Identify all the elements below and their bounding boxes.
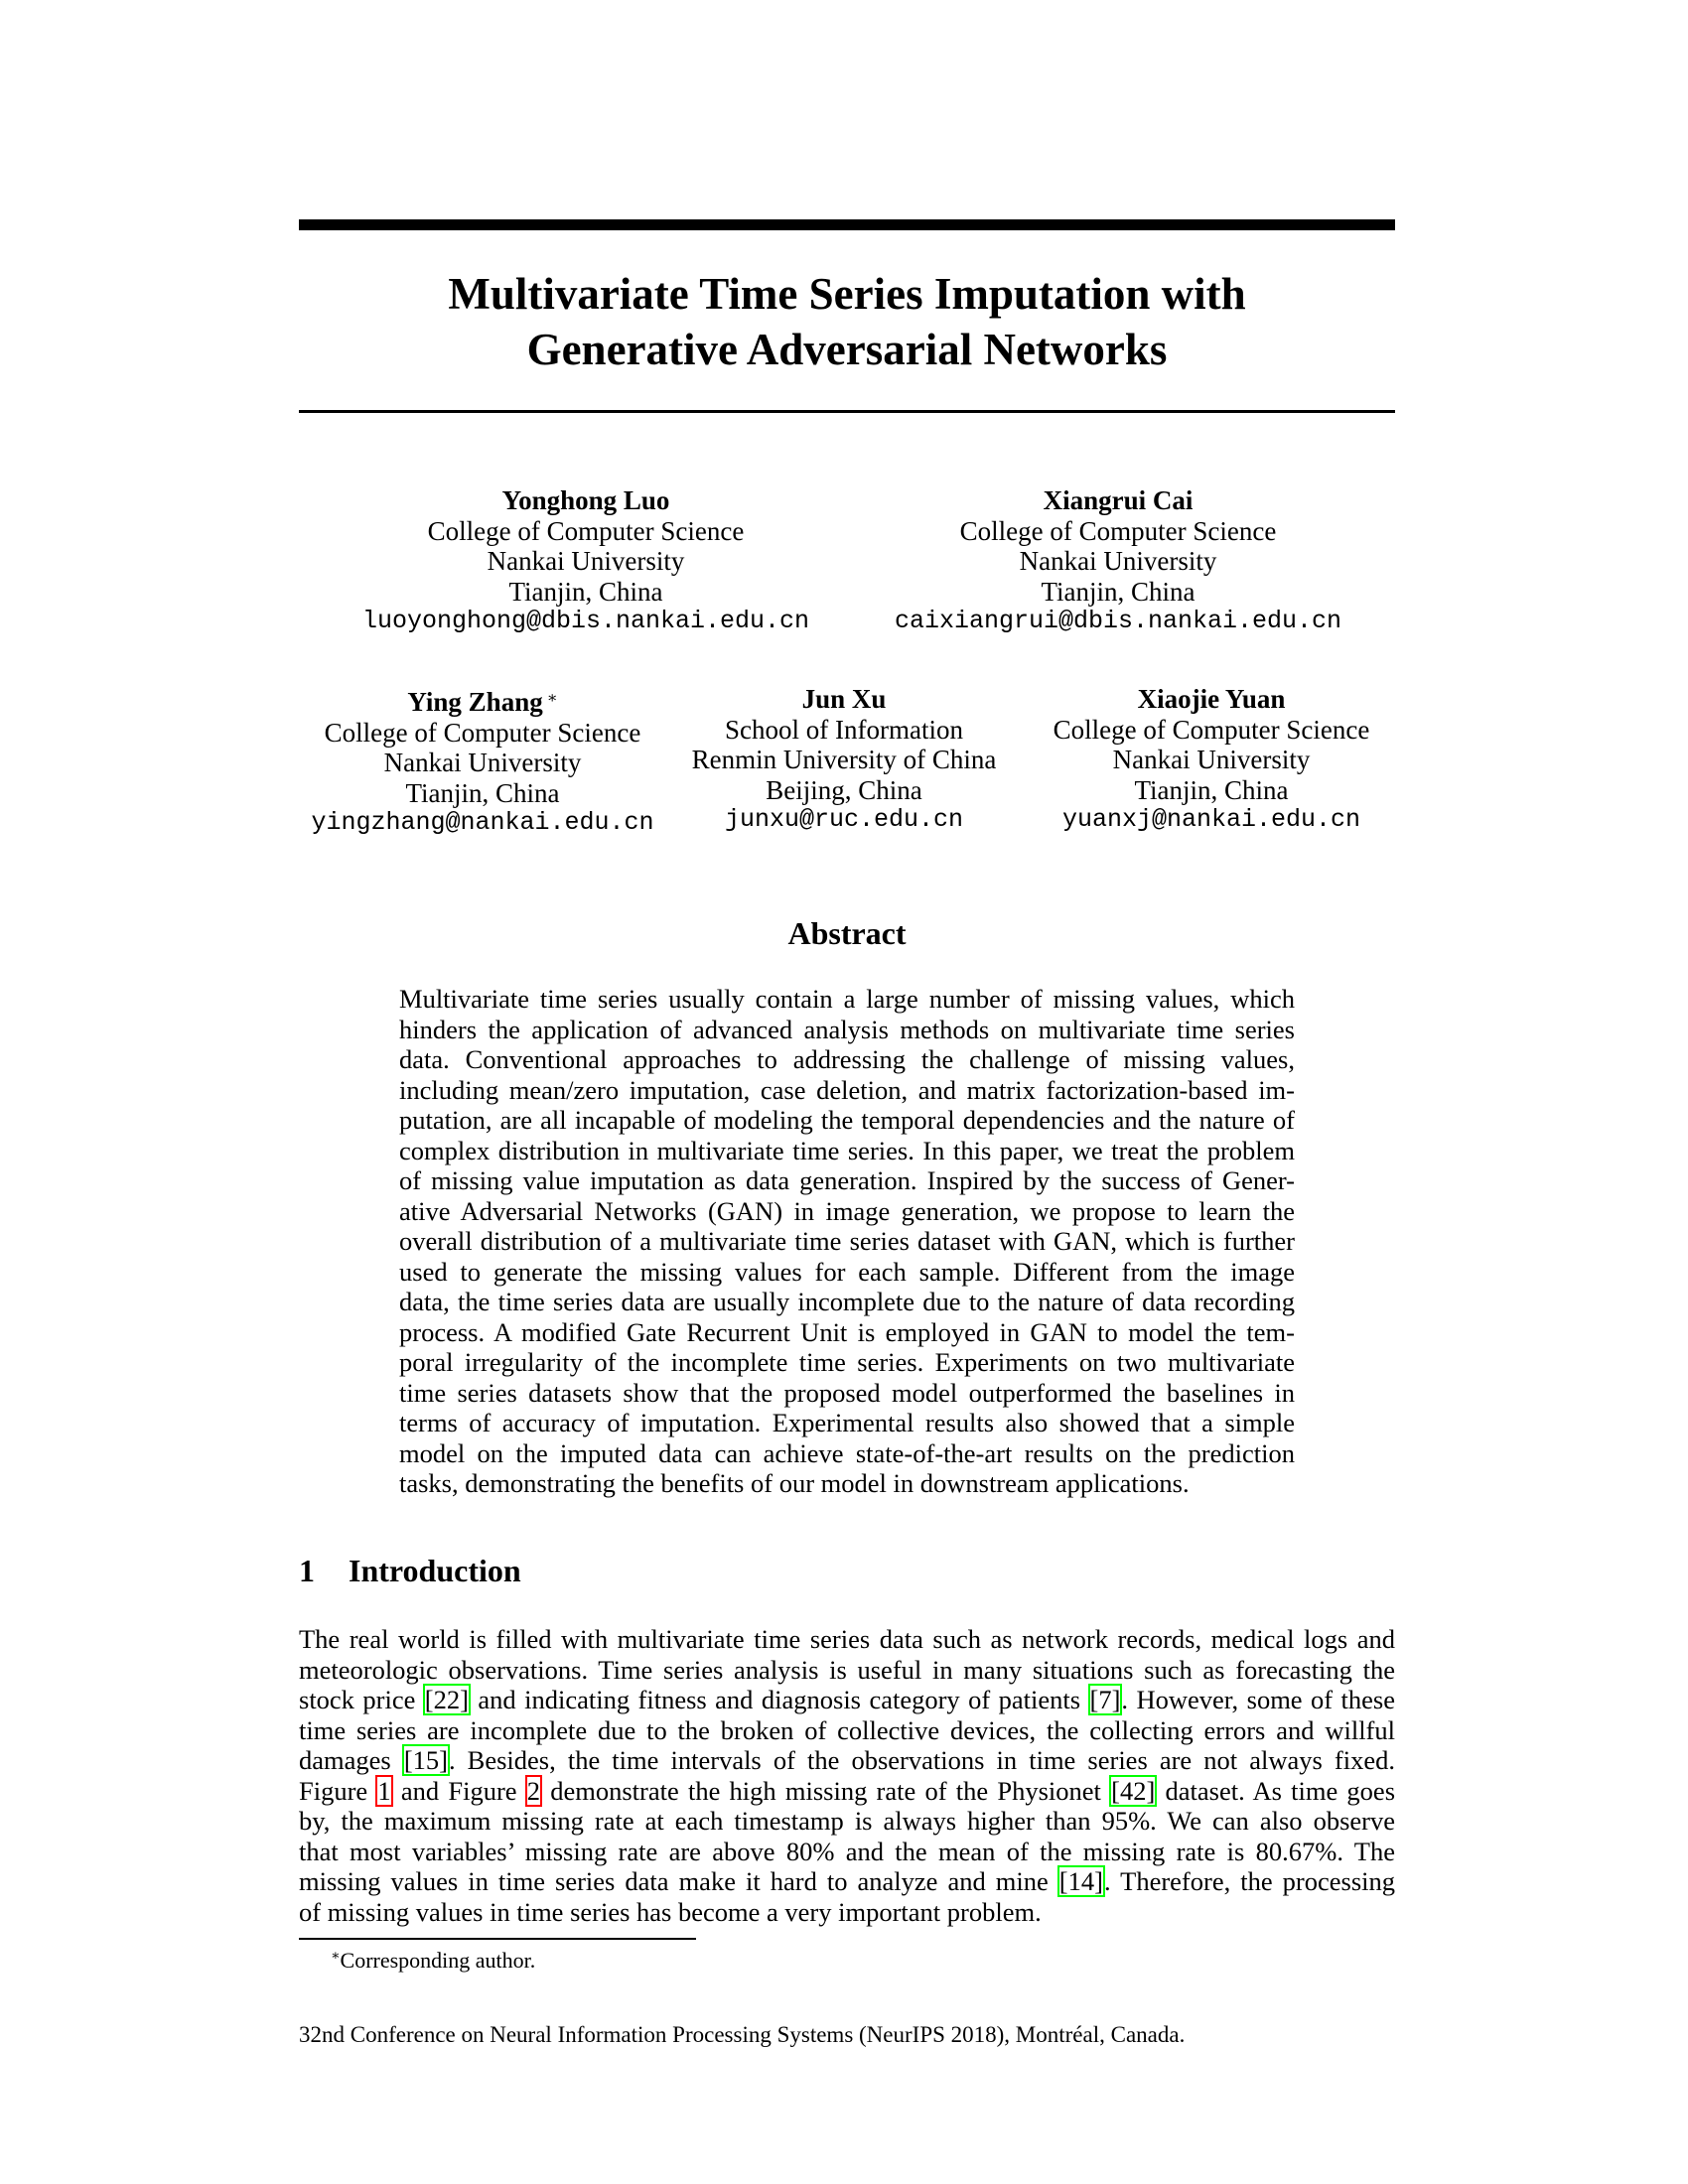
abstract-body — [399, 984, 1295, 1499]
author-department: College of Computer Science — [959, 515, 1277, 546]
intro-line: meteorologic observations. Time series analysis is useful in many situations such as forecasting the — [299, 1654, 1395, 1685]
footnote — [331, 1943, 535, 1975]
author-location: Beijing, China — [766, 774, 922, 805]
abstract-line: time series datasets show that the proposed model outperformed the baselines in — [399, 1377, 1295, 1408]
author-department: College of Computer Science — [324, 717, 641, 748]
text-run: and Figure — [391, 1775, 526, 1806]
abstract-heading: Abstract — [787, 915, 907, 951]
text-run: missing values in time series data make it hard to analyze and mine — [299, 1866, 1058, 1896]
text-run: Figure — [299, 1775, 377, 1806]
author-location: Tianjin, China — [1041, 576, 1196, 607]
abstract-line: including mean/zero imputation, case deletion, and matrix factorization-based im- — [399, 1074, 1295, 1105]
abstract-line: model on the imputed data can achieve state-of-the-art results on the prediction — [399, 1437, 1295, 1468]
abstract-line: poral irregularity of the incomplete time series. Experiments on two multivariate — [399, 1347, 1295, 1377]
author-university: Nankai University — [383, 748, 582, 777]
paper-title — [299, 266, 1395, 377]
abstract-line: process. A modified Gate Recurrent Unit is employed in GAN to model the tem- — [399, 1316, 1295, 1347]
intro-line — [299, 1685, 1395, 1715]
author-location: Tianjin, China — [405, 777, 560, 808]
abstract-line: complex distribution in multivariate time series. In this paper, we treat the problem — [399, 1135, 1295, 1165]
intro-paragraph — [299, 1624, 1395, 1927]
intro-line — [299, 1745, 1395, 1776]
footnote-mark: ∗ — [331, 1949, 341, 1964]
footnote-rule — [299, 1938, 696, 1940]
figure-link[interactable]: 2 — [526, 1775, 541, 1806]
abstract-line: ative Adversarial Networks (GAN) in image generation, we propose to learn the — [399, 1195, 1295, 1226]
title-rule — [299, 410, 1395, 413]
section-heading — [299, 1551, 1395, 1590]
author-university: Renmin University of China — [691, 745, 997, 774]
author-email: junxu@ruc.edu.cn — [724, 805, 964, 834]
author-name: Ying Zhang — [407, 687, 543, 717]
author-university: Nankai University — [1112, 745, 1311, 774]
footnote-text: Corresponding author. — [340, 1948, 536, 1973]
citation-link[interactable]: [22] — [424, 1685, 469, 1714]
text-run: stock price — [299, 1685, 424, 1714]
author-university: Nankai University — [1019, 546, 1217, 576]
author-block — [328, 485, 844, 637]
intro-line: that most variables’ missing rate are above 80% and the mean of the missing rate is 80.67%. The — [299, 1836, 1395, 1866]
abstract-line: data. Conventional approaches to addressing the challenge of missing values, — [399, 1044, 1295, 1074]
text-run: . Therefore, the processing — [1103, 1866, 1395, 1896]
author-department: College of Computer Science — [1053, 714, 1370, 745]
author-university: Nankai University — [487, 546, 685, 576]
intro-line: of missing values in time series has become a very important problem. — [299, 1896, 1042, 1927]
abstract-line: Multivariate time series usually contain a large number of missing values, which — [399, 984, 1295, 1014]
abstract-line: hinders the application of advanced analysis methods on multivariate time series — [399, 1014, 1295, 1044]
figure-link[interactable]: 1 — [377, 1775, 391, 1806]
venue-footer: 32nd Conference on Neural Information Processing Systems (NeurIPS 2018), Montréal, Canada. — [299, 2022, 1186, 2047]
author-name: Yonghong Luo — [501, 485, 670, 515]
author-email: yuanxj@nankai.edu.cn — [1061, 805, 1361, 834]
author-department: College of Computer Science — [427, 515, 745, 546]
author-block — [1033, 684, 1390, 836]
author-name-row — [304, 684, 661, 718]
abstract-line: used to generate the missing values for each sample. Different from the image — [399, 1256, 1295, 1287]
text-run: demonstrate the high missing rate of the Physionet — [541, 1775, 1111, 1806]
text-run: and indicating fitness and diagnosis category of patients — [469, 1685, 1089, 1714]
abstract-line: of missing value imputation as data generation. Inspired by the success of Gener- — [399, 1165, 1295, 1195]
intro-line: time series are incomplete due to the broken of collective devices, the collecting errors and willful — [299, 1714, 1395, 1745]
section-number: 1 — [299, 1553, 315, 1588]
author-block — [304, 684, 661, 839]
citation-link[interactable]: [15] — [403, 1745, 448, 1775]
text-run: damages — [299, 1745, 403, 1775]
author-email: caixiangrui@dbis.nankai.edu.cn — [894, 607, 1342, 635]
author-name: Xiangrui Cai — [1043, 485, 1194, 515]
author-location: Tianjin, China — [1134, 774, 1289, 805]
intro-line — [299, 1866, 1395, 1897]
abstract-line: terms of accuracy of imputation. Experimental results also showed that a simple — [399, 1408, 1295, 1437]
author-location: Tianjin, China — [508, 576, 663, 607]
text-run: . However, some of these — [1121, 1685, 1395, 1714]
citation-link[interactable]: [14] — [1058, 1866, 1103, 1896]
author-block — [860, 485, 1376, 637]
intro-line: The real world is filled with multivariate time series data such as network records, medical logs and — [299, 1624, 1395, 1654]
intro-line: by, the maximum missing rate at each timestamp is always higher than 95%. We can also observe — [299, 1806, 1395, 1836]
author-email: luoyonghong@dbis.nankai.edu.cn — [361, 607, 810, 635]
author-name: Xiaojie Yuan — [1137, 684, 1286, 714]
corresponding-mark: ∗ — [546, 690, 558, 707]
author-name: Jun Xu — [801, 684, 887, 714]
author-block — [675, 684, 1013, 836]
intro-line — [299, 1776, 1395, 1807]
author-email: yingzhang@nankai.edu.cn — [311, 808, 654, 837]
title-line-1: Multivariate Time Series Imputation with — [448, 269, 1246, 319]
section-title: Introduction — [349, 1553, 521, 1588]
abstract-line: tasks, demonstrating the benefits of our model in downstream applications. — [399, 1468, 1190, 1498]
text-run: . Besides, the time intervals of the observations in time series are not always fixed. — [448, 1745, 1395, 1775]
abstract-line: overall distribution of a multivariate time series dataset with GAN, which is further — [399, 1226, 1295, 1256]
citation-link[interactable]: [42] — [1111, 1775, 1156, 1806]
title-line-2: Generative Adversarial Networks — [526, 325, 1168, 374]
abstract-line: data, the time series data are usually incomplete due to the nature of data recording — [399, 1287, 1295, 1316]
citation-link[interactable]: [7] — [1089, 1685, 1121, 1714]
top-rule — [299, 219, 1395, 230]
author-department: School of Information — [725, 714, 963, 745]
abstract-line: putation, are all incapable of modeling the temporal dependencies and the nature of — [399, 1105, 1295, 1135]
text-run: dataset. As time goes — [1156, 1775, 1396, 1806]
